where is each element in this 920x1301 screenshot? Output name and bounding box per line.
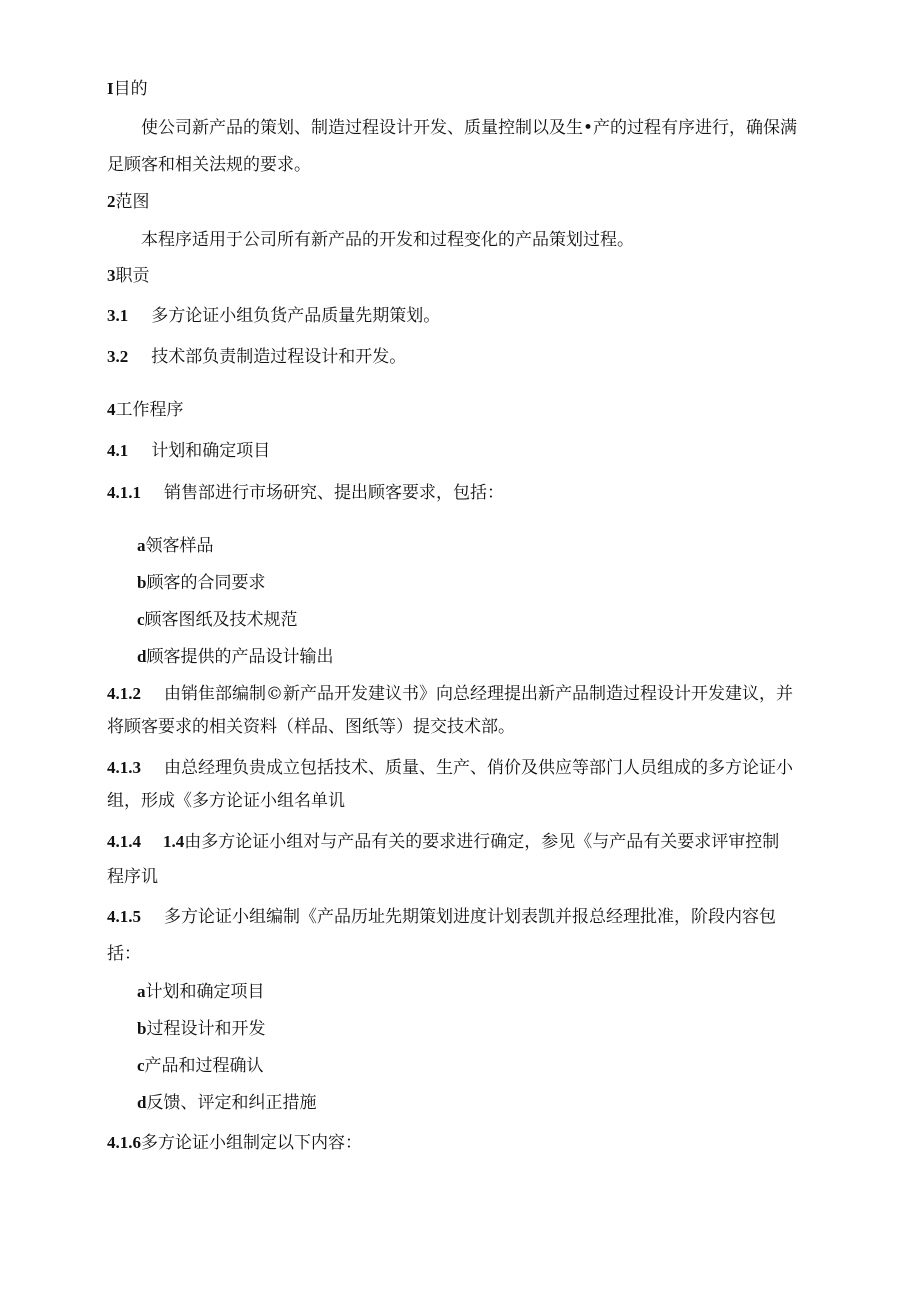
list-letter: a <box>137 536 146 555</box>
clause-text: 多方论证小组编制《产品历址先期策划进度计划表凯并报总经理批准，阶段内容包 <box>164 907 776 927</box>
section-1-heading <box>107 78 148 100</box>
list-item <box>137 646 333 668</box>
clause-text: 多方论证小组负货产品质量先期策划。 <box>151 306 441 326</box>
section-title: 目的 <box>113 79 148 99</box>
clause-number: 4.1.5 <box>107 907 141 926</box>
list-letter: b <box>137 573 147 592</box>
clause-sub-number: 1.4 <box>163 832 185 851</box>
list-item <box>137 1055 264 1077</box>
section-number: 2 <box>107 192 116 211</box>
section-4-heading <box>107 399 184 421</box>
clause-3-1 <box>107 305 440 327</box>
clause-text: 多方论证小组制定以下内容： <box>141 1133 362 1153</box>
clause-number: 4.1.2 <box>107 684 141 703</box>
section-1-paragraph-line: 足顾客和相关法规的要求。 <box>107 155 311 175</box>
clause-4-1-5 <box>107 906 776 928</box>
clause-3-2 <box>107 346 406 368</box>
section-title: 工作程序 <box>115 400 184 420</box>
section-1-paragraph-line: 使公司新产品的策划、制造过程设计开发、质量控制以及生•产的过程有序进行，确保满 <box>141 118 798 138</box>
clause-number: 3.1 <box>107 306 129 325</box>
list-text: 计划和确定项目 <box>145 982 265 1002</box>
list-letter: b <box>137 1019 147 1038</box>
list-item <box>137 1018 265 1040</box>
clause-4-1-6 <box>107 1132 362 1154</box>
clause-4-1-5-continuation: 括： <box>107 944 141 964</box>
list-text: 顾客图纸及技术规范 <box>144 610 298 630</box>
list-letter: c <box>137 610 145 629</box>
list-text: 过程设计和开发 <box>146 1019 266 1039</box>
clause-text: 由销隹部编制©新产品开发建议书》向总经理提出新产品制造过程设计开发建议，并 <box>164 684 793 704</box>
list-item <box>137 535 214 557</box>
clause-4-1 <box>107 440 270 462</box>
list-item <box>137 1092 316 1114</box>
clause-4-1-4 <box>107 831 779 853</box>
clause-number: 4.1 <box>107 441 129 460</box>
clause-4-1-1 <box>107 482 504 504</box>
clause-4-1-3-continuation: 组，形成《多方论证小组名单讥 <box>107 791 345 811</box>
clause-4-1-2-continuation: 将顾客要求的相关资料（样品、图纸等）提交技术部。 <box>107 717 515 737</box>
list-item <box>137 981 265 1003</box>
list-text: 顾客提供的产品设计输出 <box>146 647 334 667</box>
section-number: 4 <box>107 400 116 419</box>
clause-text: 由多方论证小组对与产品有关的要求进行确定，参见《与产品有关要求评审控制 <box>184 832 780 852</box>
list-text: 反馈、评定和纠正措施 <box>146 1093 317 1113</box>
list-item <box>137 609 298 631</box>
section-number: 3 <box>107 266 116 285</box>
clause-number: 3.2 <box>107 347 129 366</box>
clause-text: 由总经理负贵成立包括技术、质量、生产、俏价及供应等部门人员组成的多方论证小 <box>164 758 793 778</box>
list-text: 顾客的合同要求 <box>146 573 266 593</box>
list-letter: d <box>137 647 147 666</box>
clause-number: 4.1.3 <box>107 758 141 777</box>
section-number: I <box>107 79 114 98</box>
list-letter: c <box>137 1056 145 1075</box>
list-letter: d <box>137 1093 147 1112</box>
clause-number: 4.1.1 <box>107 483 141 502</box>
list-text: 产品和过程确认 <box>144 1056 264 1076</box>
clause-4-1-2 <box>107 683 793 705</box>
list-letter: a <box>137 982 146 1001</box>
section-title: 职贡 <box>115 266 150 286</box>
clause-text: 计划和确定项目 <box>151 441 271 461</box>
clause-number: 4.1.4 <box>107 832 141 851</box>
section-2-heading <box>107 191 150 213</box>
clause-text: 销售部进行市场研究、提出顾客要求，包括： <box>164 483 504 503</box>
list-item <box>137 572 265 594</box>
section-title: 范图 <box>115 192 150 212</box>
list-text: 领客样品 <box>145 536 214 556</box>
clause-4-1-3 <box>107 757 793 779</box>
clause-number: 4.1.6 <box>107 1133 141 1152</box>
clause-4-1-4-continuation: 程序讥 <box>107 867 158 887</box>
clause-text: 技术部负责制造过程设计和开发。 <box>151 347 407 367</box>
section-3-heading <box>107 265 150 287</box>
section-2-paragraph: 本程序适用于公司所有新产品的开发和过程变化的产品策划过程。 <box>141 230 634 250</box>
